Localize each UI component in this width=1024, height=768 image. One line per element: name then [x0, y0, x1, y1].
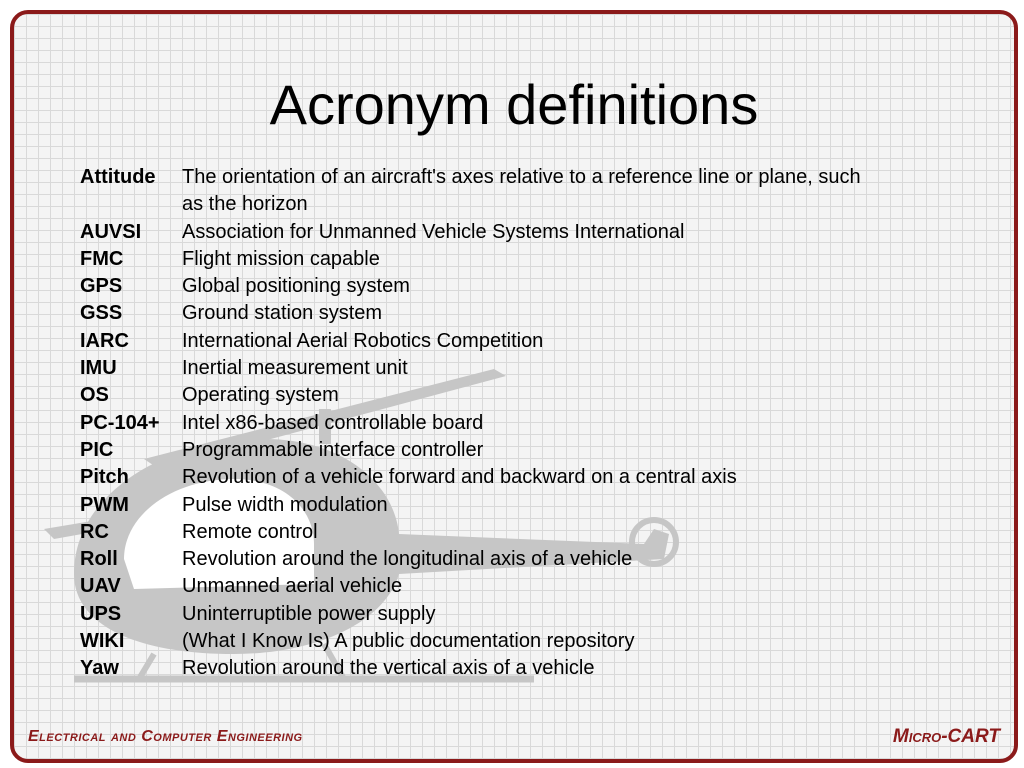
glossary-definition: Programmable interface controller [182, 438, 484, 461]
glossary-definition: Intel x86-based controllable board [182, 411, 484, 434]
glossary-term: AUVSI [80, 220, 142, 243]
acronym-glossary [80, 164, 980, 683]
glossary-row [80, 655, 980, 682]
footer-department: Electrical and Computer Engineering [28, 728, 303, 745]
glossary-definition: Ground station system [182, 302, 383, 325]
glossary-definition: Revolution around the vertical axis of a vehicle [182, 657, 595, 680]
glossary-definition: Operating system [182, 384, 339, 407]
glossary-term: Yaw [80, 657, 119, 680]
glossary-row [80, 355, 980, 382]
glossary-row [80, 464, 980, 491]
glossary-definition: Revolution around the longitudinal axis of a vehicle [182, 548, 633, 571]
glossary-definition: Remote control [182, 520, 318, 543]
glossary-row [80, 437, 980, 464]
slide-footer [14, 714, 1014, 759]
glossary-term: RC [80, 520, 109, 543]
glossary-term: Attitude [80, 166, 156, 188]
glossary-definition: Flight mission capable [182, 247, 380, 270]
glossary-definition: Association for Unmanned Vehicle Systems International [182, 220, 685, 243]
glossary-term: PC-104+ [80, 411, 160, 434]
glossary-term: WIKI [80, 630, 125, 653]
glossary-term: UAV [80, 575, 121, 598]
glossary-row [80, 519, 980, 546]
glossary-definition: Pulse width modulation [182, 493, 388, 516]
glossary-definition: as the horizon [182, 193, 308, 216]
glossary-row [80, 300, 980, 327]
slide-title: Acronym definitions [269, 73, 759, 136]
glossary-row [80, 164, 980, 191]
glossary-definition: Uninterruptible power supply [182, 602, 436, 625]
glossary-row [80, 546, 980, 573]
glossary-row [80, 410, 980, 437]
glossary-term: PWM [80, 493, 129, 516]
glossary-definition: International Aerial Robotics Competition [182, 329, 544, 352]
glossary-term: IMU [80, 357, 117, 380]
glossary-row [80, 219, 980, 246]
glossary-definition: Global positioning system [182, 275, 410, 298]
glossary-term: GPS [80, 275, 123, 298]
glossary-term: Roll [80, 548, 118, 571]
glossary-row [80, 573, 980, 600]
glossary-row [80, 246, 980, 273]
glossary-row [80, 382, 980, 409]
glossary-definition: Revolution of a vehicle forward and backward on a central axis [182, 466, 737, 489]
footer-project: Micro-CART [892, 726, 1000, 747]
glossary-definition: Unmanned aerial vehicle [182, 575, 403, 598]
glossary-row [80, 328, 980, 355]
glossary-row [80, 273, 980, 300]
slide-frame [10, 10, 1018, 763]
glossary-row [80, 628, 980, 655]
glossary-definition: Inertial measurement unit [182, 357, 408, 380]
glossary-row [80, 601, 980, 628]
glossary-term: GSS [80, 302, 123, 325]
glossary-term [80, 191, 182, 218]
glossary-row [80, 492, 980, 519]
glossary-term: FMC [80, 247, 124, 270]
glossary-definition: (What I Know Is) A public documentation repository [182, 630, 635, 653]
glossary-term: OS [80, 384, 109, 407]
glossary-row [80, 191, 980, 218]
glossary-term: UPS [80, 602, 122, 625]
glossary-term: Pitch [80, 466, 129, 489]
glossary-term: PIC [80, 438, 114, 461]
glossary-term: IARC [80, 329, 129, 352]
glossary-definition: The orientation of an aircraft's axes relative to a reference line or plane, such [182, 166, 861, 188]
